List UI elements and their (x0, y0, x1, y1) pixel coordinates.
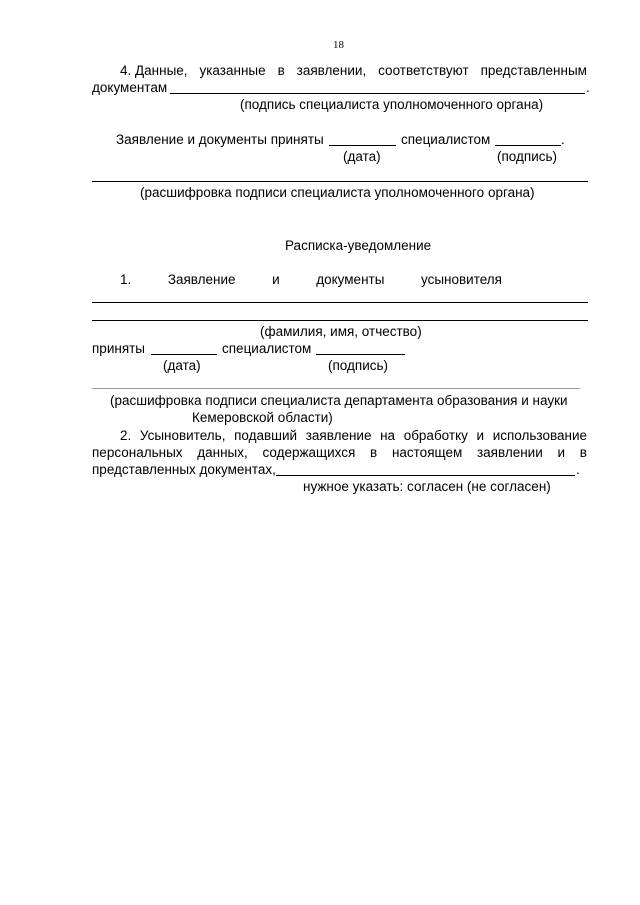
receipt-accepted-prefix: приняты (92, 341, 146, 356)
receipt-applicant-blank-2[interactable] (92, 320, 588, 321)
word: усыновителя (420, 272, 502, 287)
section4-period: . (586, 80, 590, 95)
word: и (557, 445, 566, 460)
word: указанные (199, 63, 266, 78)
receipt-title: Расписка-уведомление (285, 238, 432, 253)
receipt-item1-line (120, 272, 502, 288)
word: на (380, 428, 396, 443)
receipt-date-blank[interactable] (151, 354, 217, 355)
section4-signature-caption: (подпись специалиста уполномоченного органа) (240, 97, 544, 112)
accepted-decode-caption: (расшифровка подписи специалиста уполномоченного органа) (140, 185, 535, 200)
word: Усыновитель, (139, 428, 226, 443)
accepted-date-caption: (дата) (343, 149, 381, 164)
receipt-fio-caption: (фамилия, имя, отчество) (260, 324, 422, 339)
item2-consent-blank[interactable] (276, 475, 575, 476)
word: заявлении, (296, 63, 367, 78)
accepted-period: . (561, 132, 565, 147)
word: документы (316, 272, 385, 287)
section4-documents-label: документам (92, 80, 168, 95)
word: в (277, 63, 285, 78)
word: персональных (92, 445, 183, 460)
word: использование (492, 428, 587, 443)
item2-line2 (92, 445, 587, 461)
receipt-decode-caption-line2: Кемеровской области) (192, 410, 333, 425)
receipt-decode-blank[interactable] (92, 388, 580, 389)
word: в (579, 445, 587, 460)
accepted-date-blank[interactable] (329, 145, 396, 146)
section4-line1 (120, 63, 587, 79)
word: подавший (234, 428, 298, 443)
accepted-decode-blank[interactable] (92, 181, 588, 182)
page-number: 18 (333, 39, 344, 51)
word: заявление (305, 428, 372, 443)
item2-line3-text: представленных документах, (92, 462, 276, 477)
receipt-decode-caption-line1: (расшифровка подписи специалиста департамента образования и науки (110, 393, 568, 408)
word: заявлении (476, 445, 543, 460)
receipt-applicant-blank-1[interactable] (92, 302, 588, 303)
item2-period: . (576, 462, 580, 477)
word: соответствуют (378, 63, 469, 78)
section4-documents-blank[interactable] (170, 93, 585, 94)
word: в (370, 445, 378, 460)
word: 1. (120, 272, 132, 287)
word: и (272, 272, 280, 287)
word: данных, (197, 445, 248, 460)
word: 4. Данные, (120, 63, 188, 78)
word: 2. (120, 428, 132, 443)
accepted-signature-blank[interactable] (495, 145, 561, 146)
item2-line1 (120, 428, 587, 444)
receipt-date-caption: (дата) (163, 358, 201, 373)
receipt-specialist-label: специалистом (222, 341, 312, 356)
accepted-specialist-label: специалистом (401, 132, 491, 147)
word: настоящем (391, 445, 463, 460)
word: содержащихся (262, 445, 356, 460)
word: обработку (403, 428, 468, 443)
accepted-signature-caption: (подпись) (497, 149, 558, 164)
word: Заявление (167, 272, 236, 287)
receipt-signature-blank[interactable] (316, 354, 405, 355)
accepted-prefix: Заявление и документы приняты (116, 132, 324, 147)
receipt-signature-caption: (подпись) (328, 358, 389, 373)
item2-hint: нужное указать: согласен (не согласен) (303, 479, 551, 494)
word: и (476, 428, 485, 443)
word: представленным (480, 63, 587, 78)
